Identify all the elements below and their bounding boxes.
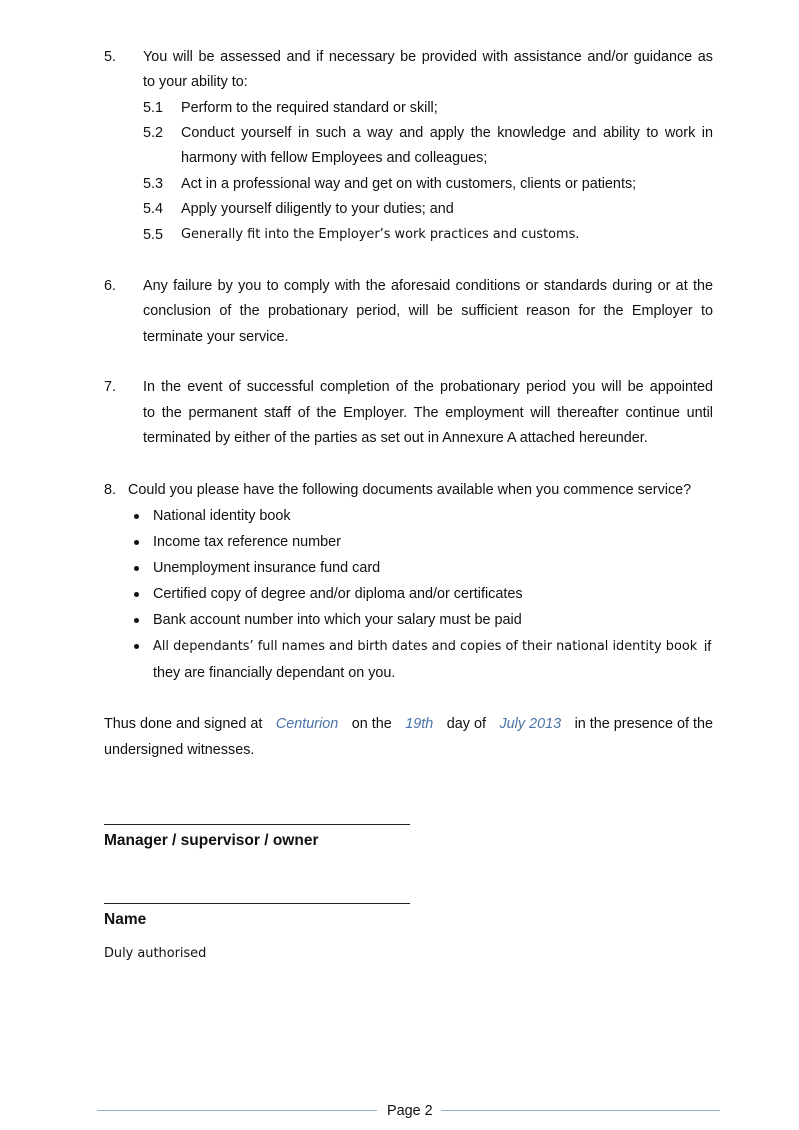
- item-8-number: 8.: [104, 482, 117, 498]
- signing-text-1: Thus done and signed at: [104, 716, 263, 732]
- item-5-4-text: Apply yourself diligently to your duties; and: [181, 201, 454, 217]
- signing-text-2: on the: [351, 716, 392, 732]
- bullet-dot: [134, 618, 139, 623]
- signing-text-4: in the presence of the: [574, 716, 713, 732]
- item-5-2-line1: Conduct yourself in such a way and apply the knowledge and ability to work in: [181, 125, 713, 141]
- footer-rule-left: [97, 1110, 377, 1111]
- bullet-dot: [134, 514, 139, 519]
- signature-label-name: Name: [104, 911, 147, 928]
- item-5-1-number: 5.1: [143, 100, 164, 116]
- bullet-item-3: Unemployment insurance fund card: [153, 560, 381, 576]
- item-7-line3: terminated by either of the parties as set out in Annexure A attached hereunder.: [143, 430, 648, 446]
- signing-place: Centurion: [275, 716, 339, 732]
- bullet-item-4: Certified copy of degree and/or diploma and/or certificates: [153, 586, 523, 602]
- bullet-item-1: National identity book: [153, 508, 291, 524]
- item-5-line2: to your ability to:: [143, 74, 248, 90]
- bullet-item-2: Income tax reference number: [153, 534, 341, 550]
- bullet-item-6-line1: All dependants’ full names and birth dates and copies of their national identity book: [153, 639, 698, 654]
- item-6-line2: conclusion of the probationary period, will be sufficient reason for the Employer to: [143, 303, 713, 319]
- item-5-5-number: 5.5: [143, 227, 164, 243]
- item-5-3-text: Act in a professional way and get on with customers, clients or patients;: [181, 176, 637, 192]
- item-7-number: 7.: [104, 379, 117, 395]
- item-5-2-line2: harmony with fellow Employees and colleagues;: [181, 150, 488, 166]
- item-6-number: 6.: [104, 278, 117, 294]
- item-5-1-text: Perform to the required standard or skill;: [181, 100, 438, 116]
- item-8-intro: Could you please have the following documents available when you commence service?: [128, 482, 692, 498]
- bullet-dot: [134, 540, 139, 545]
- item-7-line2: to the permanent staff of the Employer. The employment will thereafter continue until: [143, 405, 713, 421]
- page-number: Page 2: [387, 1103, 433, 1119]
- duly-authorised-note: Duly authorised: [104, 946, 207, 961]
- bullet-item-6-line1-end: if: [704, 639, 712, 655]
- signing-month-year: July 2013: [499, 716, 562, 732]
- item-5-2-number: 5.2: [143, 125, 164, 141]
- item-6-line3: terminate your service.: [143, 329, 289, 345]
- bullet-dot: [134, 592, 139, 597]
- bullet-dot: [134, 644, 139, 649]
- item-7-line1: In the event of successful completion of the probationary period you will be appointed: [143, 379, 713, 395]
- item-5-3-number: 5.3: [143, 176, 164, 192]
- signing-day: 19th: [405, 716, 434, 732]
- bullet-item-5: Bank account number into which your salary must be paid: [153, 612, 522, 628]
- bullet-item-6-line2: they are financially dependant on you.: [153, 665, 396, 681]
- item-6-line1: Any failure by you to comply with the aforesaid conditions or standards during or at the: [143, 278, 713, 294]
- item-5-line1: You will be assessed and if necessary be provided with assistance and/or guidance as: [143, 49, 713, 65]
- signing-line2: undersigned witnesses.: [104, 742, 255, 758]
- bullet-dot: [134, 566, 139, 571]
- signature-label-manager: Manager / supervisor / owner: [104, 832, 319, 849]
- footer-rule-right: [441, 1110, 720, 1111]
- signing-text-3: day of: [446, 716, 486, 732]
- item-5-number: 5.: [104, 49, 117, 65]
- signing-line1: [104, 715, 713, 733]
- item-5-5-text: Generally fit into the Employer’s work practices and customs.: [181, 227, 580, 242]
- signature-line-name: [104, 903, 410, 904]
- signature-line-manager: [104, 824, 410, 825]
- item-5-4-number: 5.4: [143, 201, 164, 217]
